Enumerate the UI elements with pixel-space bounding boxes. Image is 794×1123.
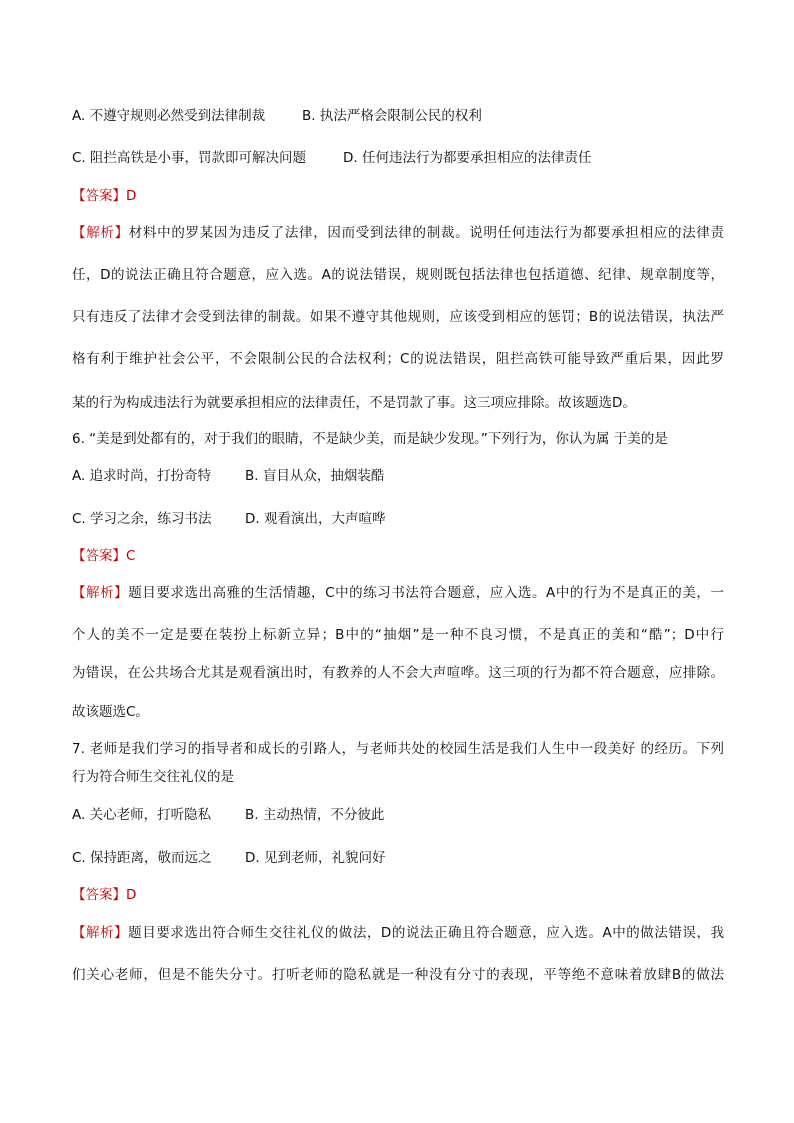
q5-option-a: A. 不遵守规则必然受到法律制裁 <box>72 108 266 124</box>
q5-analysis-line-1 <box>72 224 724 242</box>
answer-letter: D <box>126 188 137 204</box>
answer-tag: 【答案】 <box>72 188 126 204</box>
q6-answer <box>72 547 724 565</box>
q6-option-a: A. 追求时尚，打扮奇特 <box>72 468 212 484</box>
answer-letter: C <box>126 548 136 564</box>
q7-option-row-ab <box>72 806 724 824</box>
q7-stem-line-2: 行为符合师生交往礼仪的是 <box>72 769 234 785</box>
q7-option-b: B. 主动热情，不分彼此 <box>245 807 385 823</box>
analysis-text: 材料中的罗某因为违反了法律，因而受到法律的制裁。说明任何违法行为都要承担相应的法律责 <box>128 225 725 241</box>
answer-letter: D <box>126 887 137 903</box>
q6-analysis-line-2: 个人的美不一定是要在装扮上标新立异；B中的“抽烟”是一种不良习惯，不是真正的美和“酷”；D中行 <box>72 627 724 643</box>
q6-analysis-line-4: 故该题选C。 <box>72 704 149 720</box>
q7-analysis-line-2: 们关心老师，但是不能失分寸。打听老师的隐私就是一种没有分寸的表现，平等绝不意味着放肆B的做法 <box>72 967 724 983</box>
q5-analysis-line-3: 只有违反了法律才会受到法律的制裁。如果不遵守其他规则，应该受到相应的惩罚；B的说法错误，执法严 <box>72 309 724 325</box>
q5-analysis-line-5: 某的行为构成违法行为就要承担相应的法律责任，不是罚款了事。这三项应排除。故该题选D。 <box>72 395 636 411</box>
q7-stem-line-1: 7. 老师是我们学习的指导者和成长的引路人，与老师共处的校园生活是我们人生中一段美好 的经历。下列 <box>72 741 724 757</box>
analysis-tag: 【解析】 <box>72 585 129 601</box>
q6-analysis-line-3: 为错误，在公共场合尤其是观看演出时，有教养的人不会大声喧哗。这三项的行为都不符合题意，应排除。 <box>72 665 724 681</box>
analysis-text: 题目要求选出高雅的生活情趣，C中的练习书法符合题意，应入选。A中的行为不是真正的美，一 <box>128 585 724 601</box>
q5-option-d: D. 任何违法行为都要承担相应的法律责任 <box>343 150 592 166</box>
q6-analysis-line-1 <box>72 584 724 602</box>
analysis-tag: 【解析】 <box>72 225 129 241</box>
q5-answer <box>72 187 724 205</box>
analysis-text: 题目要求选出符合师生交往礼仪的做法，D的说法正确且符合题意，应入选。A中的做法错误，我 <box>128 925 724 941</box>
q7-analysis-line-1 <box>72 924 724 942</box>
q6-option-row-cd <box>72 510 724 528</box>
q5-option-row-ab <box>72 107 724 125</box>
q6-option-c: C. 学习之余，练习书法 <box>72 511 212 527</box>
q5-option-c: C. 阻拦高铁是小事，罚款即可解决问题 <box>72 150 307 166</box>
q7-option-a: A. 关心老师，打听隐私 <box>72 807 212 823</box>
q7-option-row-cd <box>72 849 724 867</box>
answer-tag: 【答案】 <box>72 548 126 564</box>
q6-stem: 6. “美是到处都有的，对于我们的眼睛，不是缺少美，而是缺少发现。”下列行为，你认为属 于美的是 <box>72 431 668 447</box>
q5-analysis-line-4: 格有利于维护社会公平，不会限制公民的合法权利；C的说法错误，阻拦高铁可能导致严重后果，因此罗 <box>72 351 724 367</box>
analysis-tag: 【解析】 <box>72 925 129 941</box>
q6-option-b: B. 盲目从众，抽烟装酷 <box>245 468 385 484</box>
q5-analysis-line-2: 任，D的说法正确且符合题意，应入选。A的说法错误，规则既包括法律也包括道德、纪律、规章制度等， <box>72 267 724 283</box>
q7-option-d: D. 见到老师，礼貌问好 <box>245 850 386 866</box>
q7-answer <box>72 886 724 904</box>
q6-option-d: D. 观看演出，大声喧哗 <box>245 511 386 527</box>
q5-option-b: B. 执法严格会限制公民的权利 <box>302 108 482 124</box>
q7-option-c: C. 保持距离，敬而远之 <box>72 850 212 866</box>
q5-option-row-cd <box>72 149 724 167</box>
q6-option-row-ab <box>72 467 724 485</box>
answer-tag: 【答案】 <box>72 887 126 903</box>
